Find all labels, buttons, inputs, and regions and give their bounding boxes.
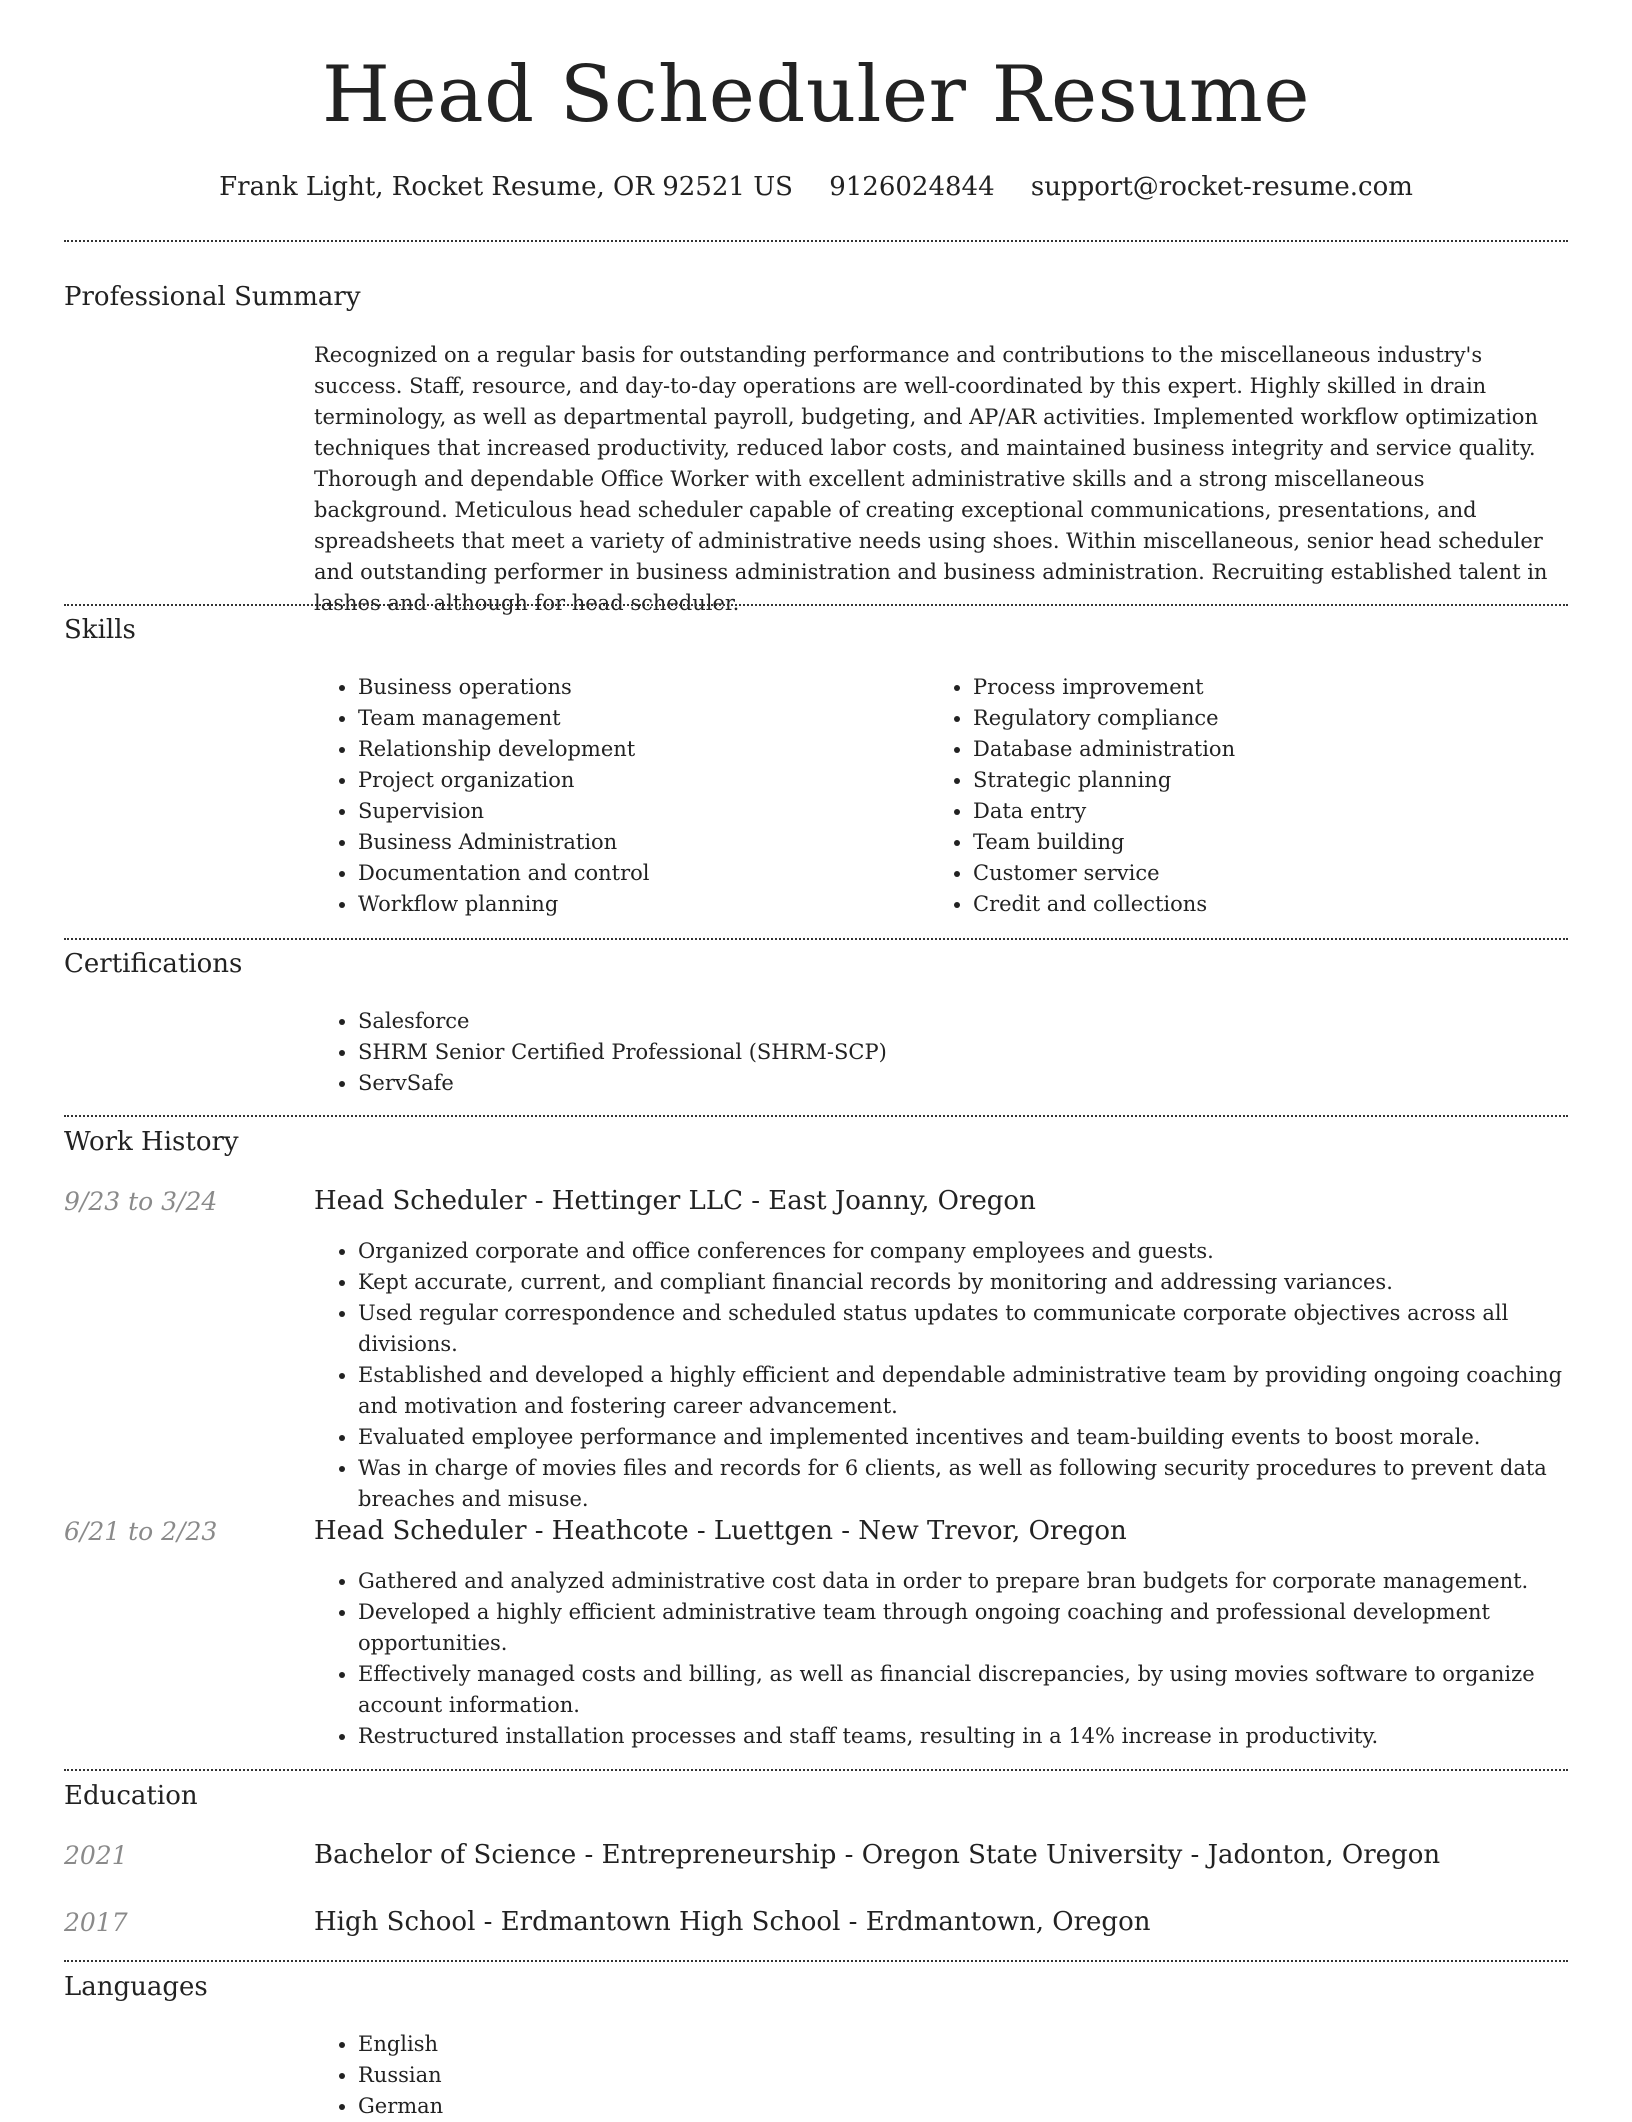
- section-divider: [64, 1115, 1568, 1117]
- job-bullets: [314, 1236, 1608, 1515]
- certification-item: • ServSafe: [358, 1068, 1558, 1099]
- job-dates: 9/23 to 3/24: [64, 1187, 218, 1216]
- skill-item: • Customer service: [973, 858, 1573, 889]
- education-heading: Education: [64, 1781, 198, 1811]
- languages-list: [314, 2029, 1158, 2122]
- contact-email: support@rocket-resume.com: [1030, 172, 1413, 202]
- skill-item: • Relationship development: [358, 734, 918, 765]
- resume-title: Head Scheduler Resume: [321, 50, 1311, 140]
- skill-item: • Team building: [973, 827, 1573, 858]
- section-divider: [64, 1769, 1568, 1771]
- skill-item: • Regulatory compliance: [973, 703, 1573, 734]
- skill-item: • Project organization: [358, 765, 918, 796]
- section-divider: [64, 604, 1568, 606]
- job-bullet: • Effectively managed costs and billing, as well as financial discrepancies, by using movies software to organize account information.: [358, 1659, 1608, 1721]
- job-dates: 6/21 to 2/23: [64, 1517, 218, 1546]
- skill-item: • Process improvement: [973, 672, 1573, 703]
- job-title: Head Scheduler - Heathcote - Luettgen - New Trevor, Oregon: [314, 1516, 1127, 1546]
- certification-item: • Salesforce: [358, 1006, 1558, 1037]
- section-divider: [64, 938, 1568, 940]
- job-title: Head Scheduler - Hettinger LLC - East Joanny, Oregon: [314, 1186, 1036, 1216]
- certifications-list: [314, 1006, 1558, 1099]
- skill-item: • Supervision: [358, 796, 918, 827]
- job-bullet: • Established and developed a highly efficient and dependable administrative team by providing ongoing coaching and motivation and fostering career advancement.: [358, 1360, 1608, 1422]
- summary-heading: Professional Summary: [64, 282, 361, 312]
- language-item: • English: [358, 2029, 1158, 2060]
- job-bullet: • Was in charge of movies files and records for 6 clients, as well as following security procedures to prevent data breaches and misuse.: [358, 1453, 1608, 1515]
- section-divider: [64, 1960, 1568, 1962]
- language-item: • Russian: [358, 2060, 1158, 2091]
- skills-list-left: [314, 672, 918, 920]
- skill-item: • Team management: [358, 703, 918, 734]
- skill-item: • Business operations: [358, 672, 918, 703]
- skills-list-right: [929, 672, 1573, 920]
- education-title: Bachelor of Science - Entrepreneurship - Oregon State University - Jadonton, Oregon: [314, 1840, 1441, 1870]
- job-bullet: • Organized corporate and office conferences for company employees and guests.: [358, 1236, 1608, 1267]
- education-year: 2017: [64, 1908, 128, 1937]
- skill-item: • Database administration: [973, 734, 1573, 765]
- skill-item: • Documentation and control: [358, 858, 918, 889]
- skill-item: • Business Administration: [358, 827, 918, 858]
- job-bullet: • Kept accurate, current, and compliant financial records by monitoring and addressing variances.: [358, 1267, 1608, 1298]
- skill-item: • Data entry: [973, 796, 1573, 827]
- certification-item: • SHRM Senior Certified Professional (SHRM-SCP): [358, 1037, 1558, 1068]
- job-bullet: • Developed a highly efficient administrative team through ongoing coaching and professional development opportunities.: [358, 1597, 1608, 1659]
- skills-heading: Skills: [64, 615, 136, 645]
- skill-item: • Credit and collections: [973, 889, 1573, 920]
- job-bullet: • Gathered and analyzed administrative cost data in order to prepare bran budgets for corporate management.: [358, 1566, 1608, 1597]
- education-year: 2021: [64, 1841, 128, 1870]
- job-bullet: • Restructured installation processes and staff teams, resulting in a 14% increase in productivity.: [358, 1721, 1608, 1752]
- skill-item: • Workflow planning: [358, 889, 918, 920]
- education-title: High School - Erdmantown High School - Erdmantown, Oregon: [314, 1907, 1151, 1937]
- contact-phone: 9126024844: [829, 172, 995, 202]
- section-divider: [64, 240, 1568, 242]
- contact-line: [0, 172, 1632, 202]
- summary-text: Recognized on a regular basis for outstanding performance and contributions to the miscellaneous industry's success. Staff, resource, and day-to-day operations are well-coordinated by this expert. Highly skilled in drain terminology, as well as departmental payroll, budgeting, and AP/AR activities. Implemented workflow optimization techniques that increased productivity, reduced labor costs, and maintained business integrity and service quality. Thorough and dependable Office Worker with excellent administrative skills and a strong miscellaneous background. Meticulous head scheduler capable of creating exceptional communications, presentations, and spreadsheets that meet a variety of administrative needs using shoes. Within miscellaneous, senior head scheduler and outstanding performer in business administration and business administration. Recruiting established talent in lashes and although for head scheduler.: [314, 343, 1548, 615]
- job-bullet: • Evaluated employee performance and implemented incentives and team-building events to boost morale.: [358, 1422, 1608, 1453]
- job-bullets: [314, 1566, 1608, 1752]
- certifications-heading: Certifications: [64, 949, 243, 979]
- languages-heading: Languages: [64, 1972, 208, 2002]
- skill-item: • Strategic planning: [973, 765, 1573, 796]
- contact-address: Frank Light, Rocket Resume, OR 92521 US: [219, 172, 793, 202]
- language-item: • German: [358, 2091, 1158, 2122]
- job-bullet: • Used regular correspondence and scheduled status updates to communicate corporate objectives across all divisions.: [358, 1298, 1608, 1360]
- work-history-heading: Work History: [64, 1127, 239, 1157]
